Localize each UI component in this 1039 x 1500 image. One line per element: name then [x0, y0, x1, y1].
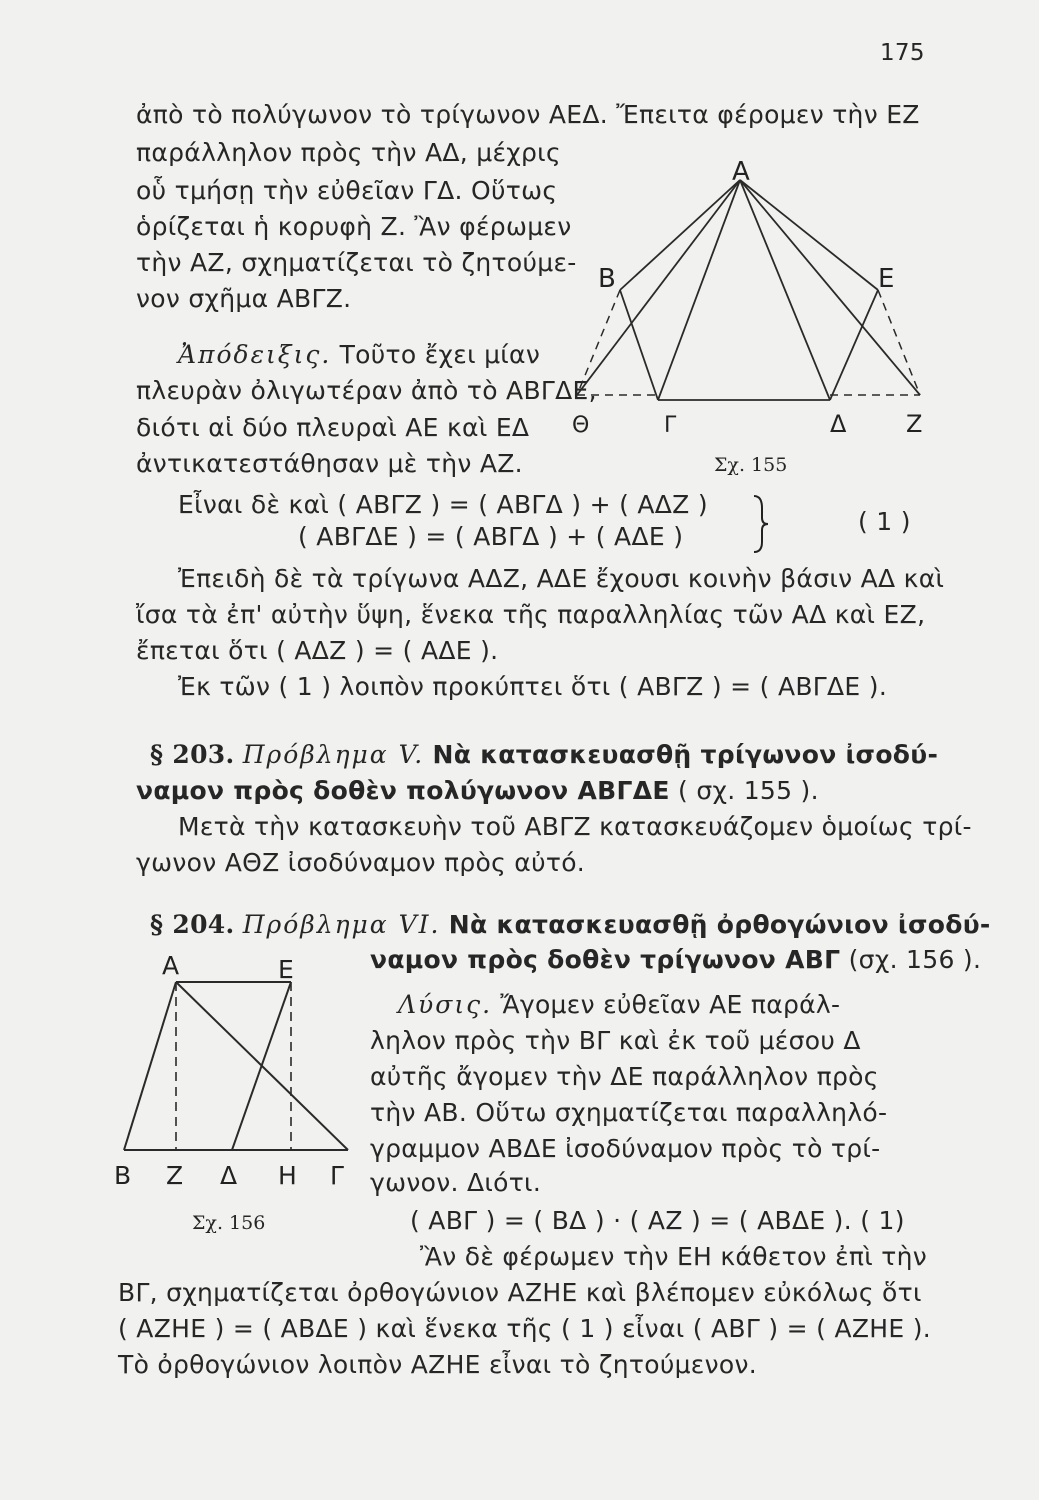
text-line: πλευρὰν ὀλιγωτέραν ἀπὸ τὸ ΑΒΓΔΕ,: [136, 376, 597, 405]
label-a: Α: [162, 951, 180, 980]
label-d: Δ: [830, 410, 847, 438]
label-z: Ζ: [166, 1161, 184, 1190]
label-e: Ε: [278, 955, 294, 984]
label-e: Ε: [878, 264, 895, 294]
figure-156-caption: Σχ. 156: [192, 1212, 266, 1234]
section-204-title-cont: ναμον πρὸς δοθὲν τρίγωνον ΑΒΓ: [370, 945, 841, 974]
proof-label: Ἀπόδειξις.: [178, 340, 332, 369]
text-line: Τὸ ὀρθογώνιον λοιπὸν ΑΖΗΕ εἶναι τὸ ζητούμενον.: [118, 1350, 757, 1379]
section-204-label: Πρόβλημα VI.: [242, 910, 441, 939]
line-ed: [232, 982, 291, 1150]
label-g: Γ: [664, 413, 677, 438]
label-theta: Θ: [572, 413, 590, 438]
label-g: Γ: [330, 1161, 344, 1190]
solution-equation: ( ΑΒΓ ) = ( ΒΔ ) · ( ΑΖ ) = ( ΑΒΔΕ ). ( 1): [410, 1206, 905, 1235]
section-204-heading-cont: [370, 945, 981, 975]
text-line: γραμμον ΑΒΔΕ ἰσοδύναμον πρὸς τὸ τρί-: [370, 1134, 881, 1163]
label-h: Η: [278, 1161, 297, 1190]
solution-first-text: Ἄγομεν εὐθεῖαν ΑΕ παράλ-: [500, 990, 841, 1019]
solution-first-line: [398, 990, 840, 1020]
section-203-title: Νὰ κατασκευασθῇ τρίγωνον ἰσοδύ-: [432, 740, 939, 769]
text-line: ἴσα τὰ ἐπ' αὐτὴν ὕψη, ἕνεκα τῆς παραλληλίας τῶν ΑΔ καὶ ΕΖ,: [136, 600, 926, 629]
line-btheta-dashed: [577, 290, 620, 395]
figure-156: [108, 940, 378, 1200]
section-204-ref: (σχ. 156 ).: [848, 945, 982, 974]
text-line: ΒΓ, σχηματίζεται ὀρθογώνιον ΑΖΗΕ καὶ βλέπομεν εὐκόλως ὅτι: [118, 1278, 922, 1307]
equation-1: ( ΑΒΓΖ ) = ( ΑΒΓΔ ) + ( ΑΔΖ ): [337, 490, 708, 519]
figure-155: [560, 150, 923, 480]
section-204-number: § 204.: [150, 910, 235, 939]
proof-first-text: Τοῦτο ἔχει μίαν: [339, 340, 541, 369]
text-line: Ἐπειδὴ δὲ τὰ τρίγωνα ΑΔΖ, ΑΔΕ ἔχουσι κοινὴν βάσιν ΑΔ καὶ: [178, 564, 945, 593]
label-b: Β: [598, 264, 616, 294]
line-bg: [620, 290, 658, 400]
section-204-title: Νὰ κατασκευασθῇ ὀρθογώνιον ἰσοδύ-: [448, 910, 991, 939]
section-203-heading: [150, 740, 938, 770]
equation-number: ( 1 ): [858, 507, 911, 536]
line-ad: [740, 180, 830, 400]
text-line: ( ΑΖΗΕ ) = ( ΑΒΔΕ ) καὶ ἕνεκα τῆς ( 1 ) εἶναι ( ΑΒΓ ) = ( ΑΖΗΕ ).: [118, 1314, 932, 1343]
text-line: Ἐκ τῶν ( 1 ) λοιπὸν προκύπτει ὅτι ( ΑΒΓΖ ) = ( ΑΒΓΔΕ ).: [178, 672, 888, 701]
text-line: ληλον πρὸς τὴν ΒΓ καὶ ἐκ τοῦ μέσου Δ: [370, 1026, 861, 1055]
section-204-heading: [150, 910, 991, 940]
solution-label: Λύσις.: [398, 990, 493, 1019]
text-line: ὁρίζεται ἡ κορυφὴ Ζ. Ἂν φέρωμεν: [136, 212, 572, 241]
figure-155-caption: Σχ. 155: [714, 454, 788, 476]
text-line: ἀντικατεστάθησαν μὲ τὴν ΑΖ.: [136, 449, 523, 478]
text-line: τὴν ΑΖ, σχηματίζεται τὸ ζητούμε-: [136, 248, 577, 277]
text-line: Ἂν δὲ φέρωμεν τὴν ΕΗ κάθετον ἐπὶ τὴν: [420, 1242, 928, 1271]
label-z: Ζ: [906, 410, 923, 438]
text-line: ἔπεται ὅτι ( ΑΔΖ ) = ( ΑΔΕ ).: [136, 636, 499, 665]
line-ab: [620, 180, 740, 290]
brace: [752, 494, 772, 554]
text-line: γωνον ΑΘΖ ἰσοδύναμον πρὸς αὐτό.: [136, 848, 586, 877]
text-line: Μετὰ τὴν κατασκευὴν τοῦ ΑΒΓΖ κατασκευάζομεν ὁμοίως τρί-: [178, 812, 972, 841]
label-b: Β: [114, 1161, 132, 1190]
section-203-label: Πρόβλημα V.: [242, 740, 425, 769]
section-203-title-cont: ναμον πρὸς δοθὲν πολύγωνον ΑΒΓΔΕ: [136, 776, 670, 805]
text-line: γωνον. Διότι.: [370, 1168, 542, 1197]
equation-2: ( ΑΒΓΔΕ ) = ( ΑΒΓΔ ) + ( ΑΔΕ ): [298, 522, 684, 551]
label-a: Α: [732, 157, 750, 187]
label-d: Δ: [220, 1161, 238, 1190]
text-line: παράλληλον πρὸς τὴν ΑΔ, μέχρις: [136, 138, 561, 167]
section-203-ref: ( σχ. 155 ).: [678, 776, 819, 805]
line-ed: [830, 290, 878, 400]
page-number: 175: [880, 40, 925, 66]
equation-prefix: Εἶναι δὲ καὶ: [178, 490, 330, 519]
proof-first-line: [178, 340, 540, 370]
text-line: οὗ τμήσῃ τὴν εὐθεῖαν ΓΔ. Οὕτως: [136, 176, 558, 205]
text-line: διότι αἱ δύο πλευραὶ ΑΕ καὶ ΕΔ: [136, 413, 530, 442]
equation-line-1: [178, 490, 708, 520]
text-line: ἀπὸ τὸ πολύγωνον τὸ τρίγωνον ΑΕΔ. Ἔπειτα φέρομεν τὴν ΕΖ: [136, 100, 920, 129]
line-ag: [658, 180, 740, 400]
line-ab: [124, 982, 176, 1150]
text-line: αὐτῆς ἄγομεν τὴν ΔΕ παράλληλον πρὸς: [370, 1062, 879, 1091]
section-203-number: § 203.: [150, 740, 235, 769]
text-line: νον σχῆμα ΑΒΓΖ.: [136, 284, 352, 313]
text-line: τὴν ΑΒ. Οὕτω σχηματίζεται παραλληλό-: [370, 1098, 888, 1127]
section-203-heading-cont: [136, 776, 819, 806]
line-ae: [740, 180, 878, 290]
line-ez-dashed: [878, 290, 920, 395]
